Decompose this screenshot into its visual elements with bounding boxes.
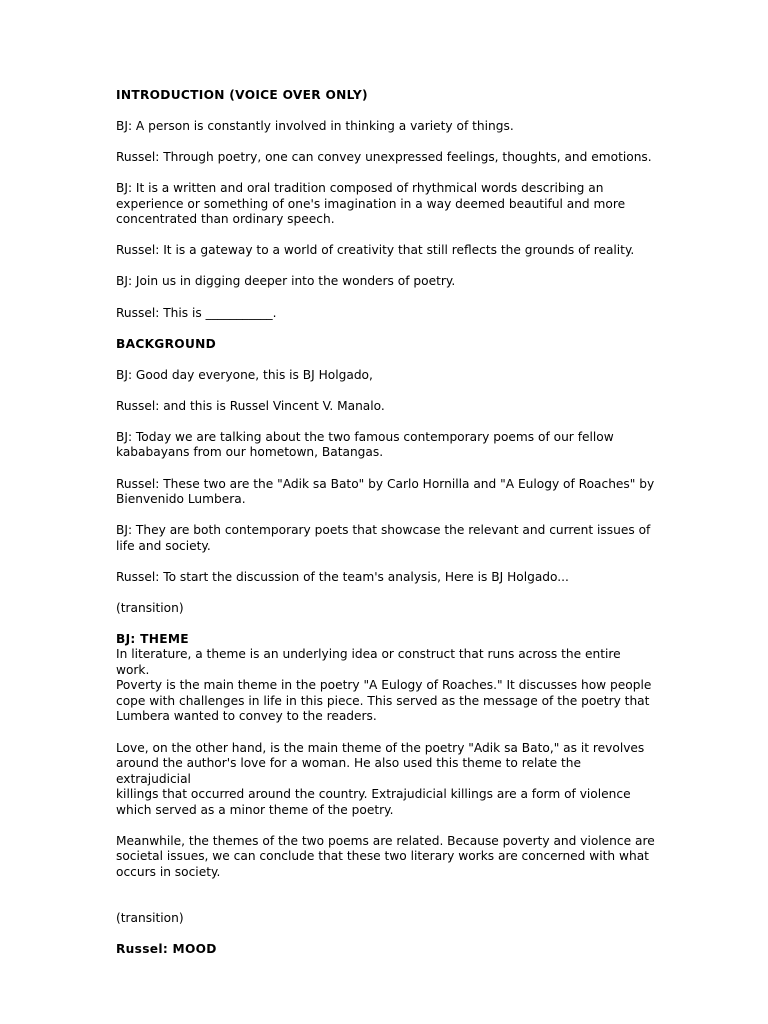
intro-line-2: Russel: Through poetry, one can convey unexpressed feelings, thoughts, and emotions. xyxy=(116,150,652,165)
theme-heading: BJ: THEME xyxy=(116,631,189,646)
paragraph-spacer xyxy=(116,896,656,912)
intro-line-5: BJ: Join us in digging deeper into the wonders of poetry. xyxy=(116,274,456,289)
background-heading: BACKGROUND xyxy=(116,336,217,351)
intro-line-6: Russel: This is ___________. xyxy=(116,305,277,320)
intro-heading: INTRODUCTION (VOICE OVER ONLY) xyxy=(116,88,368,102)
theme-paragraph-3: Meanwhile, the themes of the two poems are related. Because poverty and violence are societal issues, we can conclude that these two literary works are concerned with what occurs in society. xyxy=(116,833,655,879)
transition-label: (transition) xyxy=(116,600,184,615)
background-line-4: Russel: These two are the "Adik sa Bato" by Carlo Hornilla and "A Eulogy of Roaches" by Bienvenido Lumbera. xyxy=(116,476,655,507)
background-line-2: Russel: and this is Russel Vincent V. Manalo. xyxy=(116,398,385,413)
background-line-5: BJ: They are both contemporary poets that showcase the relevant and current issues of life and society. xyxy=(116,523,651,553)
background-line-6: Russel: To start the discussion of the team's analysis, Here is BJ Holgado... xyxy=(116,569,569,584)
mood-heading: Russel: MOOD xyxy=(116,942,217,957)
script-document xyxy=(116,88,656,973)
background-line-3: BJ: Today we are talking about the two famous contemporary poems of our fellow kababayans from our hometown, Batangas. xyxy=(116,429,614,460)
intro-line-1: BJ: A person is constantly involved in thinking a variety of things. xyxy=(116,119,514,134)
background-line-1: BJ: Good day everyone, this is BJ Holgado, xyxy=(116,367,373,382)
transition-label: (transition) xyxy=(116,911,184,926)
intro-line-3: BJ: It is a written and oral tradition composed of rhythmical words describing an experience or something of one's imagination in a way deemed beautiful and more concentrated than ordinary speech. xyxy=(116,181,626,227)
intro-line-4: Russel: It is a gateway to a world of creativity that still reflects the grounds of reality. xyxy=(116,243,635,258)
theme-paragraph-1: In literature, a theme is an underlying idea or construct that runs across the entire work. Poverty is the main theme in the poetry "A Eulogy of Roaches." It discusses how people cope with challenges in life in this piece. This served as the message of the poetry that Lumbera wanted to convey to the readers. xyxy=(116,647,652,724)
theme-paragraph-2: Love, on the other hand, is the main theme of the poetry "Adik sa Bato," as it revolves around the author's love for a woman. He also used this theme to relate the extrajudicial killings that occurred around the country. Extrajudicial killings are a form of violence which served as a minor theme of the poetry. xyxy=(116,740,645,817)
